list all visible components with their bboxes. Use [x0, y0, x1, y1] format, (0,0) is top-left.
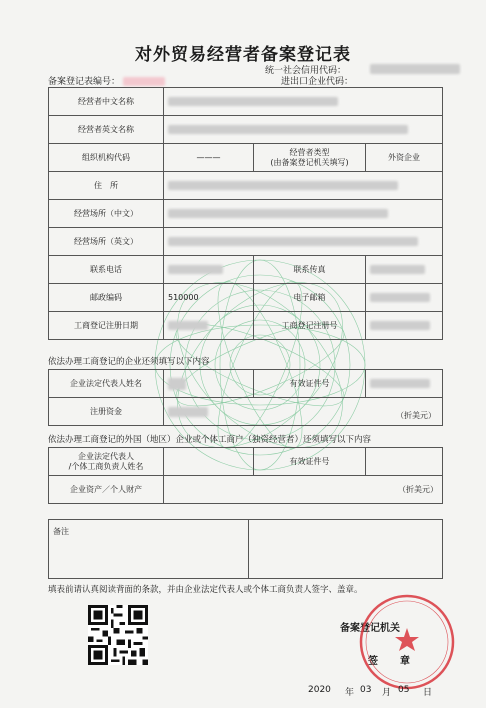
footer-note: 填表前请认真阅读背面的条款，并由企业法定代表人或个体工商负责人签字、盖章。 [48, 585, 363, 595]
sign-label: 签 章 [368, 656, 416, 667]
redacted-email [370, 293, 430, 302]
section1-table [48, 369, 443, 426]
basic-info-table [48, 87, 443, 340]
redacted-capital [168, 407, 208, 417]
section2-title: 依法办理工商登记的外国（地区）企业或个体工商户（独资经营者）还须填写以下内容 [48, 435, 372, 445]
credit-code-label: 统一社会信用代码： [265, 66, 347, 76]
redacted-reg-date [168, 321, 208, 330]
redacted-premise-en [168, 237, 418, 246]
remarks-table [48, 519, 443, 579]
type-label: 经营者类型 [289, 147, 330, 157]
section1-id-label: 有效证件号 [254, 370, 366, 398]
remarks-label: 备注 [49, 520, 249, 579]
type-label-note: (由备案登记机关填写) [270, 157, 349, 167]
phone-label: 联系电话 [49, 256, 164, 284]
date-year-label: 年 [345, 688, 355, 698]
date-year: 2020 [308, 685, 331, 695]
postcode-value: 510000 [164, 284, 254, 312]
date-month-label: 月 [382, 688, 392, 698]
redacted-reg-no [370, 321, 430, 330]
registration-no [48, 74, 165, 87]
redacted-address [168, 181, 398, 190]
address-label: 住 所 [49, 172, 164, 200]
redacted-registration-no [123, 77, 165, 86]
section2-table [48, 447, 443, 504]
premise-en-label: 经营场所（英文） [49, 228, 164, 256]
section1-title: 依法办理工商登记的企业还须填写以下内容 [48, 357, 210, 367]
import-export-code-label: 进出口企业代码： [281, 77, 354, 87]
date-month: 03 [360, 685, 372, 695]
form-title: 对外贸易经营者备案登记表 [135, 45, 351, 65]
reg-date-label: 工商登记注册日期 [49, 312, 164, 340]
redacted-name-en [168, 125, 408, 134]
redacted-premise-cn [168, 209, 388, 218]
qr-code [88, 605, 148, 665]
reg-no-label: 工商登记注册号 [254, 312, 366, 340]
date-day: 05 [398, 685, 410, 695]
section2-rep-label-2: /个体工商负责人姓名 [68, 461, 144, 471]
redacted-name-cn [168, 97, 338, 106]
section2-id-label: 有效证件号 [254, 448, 366, 476]
redacted-credit-code [370, 64, 460, 74]
section2-rep-label: 企业法定代表人 [78, 451, 134, 461]
redacted-legal-rep [168, 378, 186, 390]
legal-rep-label: 企业法定代表人姓名 [49, 370, 164, 398]
capital-unit: （折美元） [396, 411, 436, 420]
official-seal [357, 592, 457, 692]
date-day-label: 日 [423, 688, 433, 698]
org-code-label: 组织机构代码 [49, 144, 164, 172]
assets-unit: （折美元） [164, 476, 443, 504]
registration-no-label: 备案登记表编号： [48, 77, 121, 87]
postcode-label: 邮政编码 [49, 284, 164, 312]
capital-label: 注册资金 [49, 398, 164, 426]
email-label: 电子邮箱 [254, 284, 366, 312]
type-value: 外资企业 [366, 144, 443, 172]
redacted-phone [168, 265, 223, 274]
assets-label: 企业资产／个人财产 [49, 476, 164, 504]
authority-label: 备案登记机关 [340, 623, 400, 634]
premise-cn-label: 经营场所（中文） [49, 200, 164, 228]
org-code-value: ——— [164, 144, 254, 172]
name-cn-label: 经营者中文名称 [49, 88, 164, 116]
fax-label: 联系传真 [254, 256, 366, 284]
redacted-id-number [370, 379, 430, 388]
redacted-fax [370, 265, 425, 274]
name-en-label: 经营者英文名称 [49, 116, 164, 144]
